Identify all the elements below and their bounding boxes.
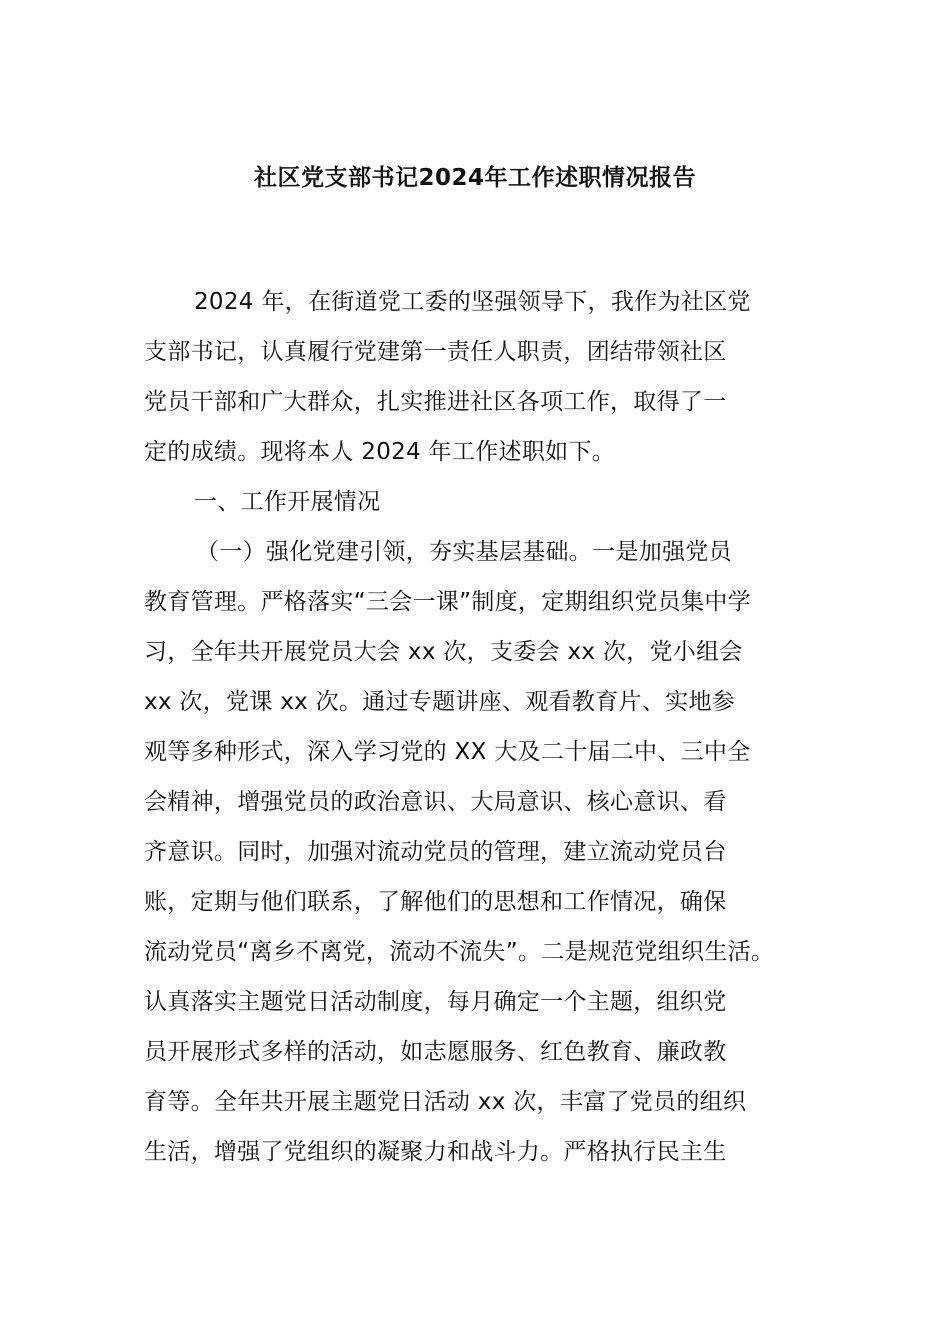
paragraph-line: 员开展形式多样的活动，如志愿服务、红色教育、廉政教 — [144, 1039, 727, 1065]
document-title: 社区党支部书记2024年工作述职情况报告 — [253, 165, 696, 191]
paragraph-line: 习，全年共开展党员大会 xx 次，支委会 xx 次，党小组会 — [144, 639, 743, 665]
paragraph-line: 流动党员“离乡不离党，流动不流失”。二是规范党组织生活。 — [144, 939, 775, 965]
paragraph-line: 2024 年，在街道党工委的坚强领导下，我作为社区党 — [194, 289, 751, 315]
paragraph-line: 支部书记，认真履行党建第一责任人职责，团结带领社区 — [144, 339, 727, 365]
paragraph-line: 认真落实主题党日活动制度，每月确定一个主题，组织党 — [144, 989, 727, 1015]
paragraph-line: xx 次，党课 xx 次。通过专题讲座、观看教育片、实地参 — [144, 689, 736, 715]
paragraph-line: 育等。全年共开展主题党日活动 xx 次，丰富了党员的组织 — [144, 1089, 747, 1115]
paragraph-line: 教育管理。严格落实“三会一课”制度，定期组织党员集中学 — [144, 589, 751, 615]
section-heading: 一、工作开展情况 — [194, 489, 381, 515]
paragraph-line: （一）强化党建引领，夯实基层基础。一是加强党员 — [196, 539, 732, 565]
paragraph-line: 观等多种形式，深入学习党的 XX 大及二十届二中、三中全 — [144, 739, 751, 765]
paragraph-line: 齐意识。同时，加强对流动党员的管理，建立流动党员台 — [144, 839, 727, 865]
paragraph-line: 会精神，增强党员的政治意识、大局意识、核心意识、看 — [144, 789, 727, 815]
paragraph-line: 账，定期与他们联系，了解他们的思想和工作情况，确保 — [144, 889, 727, 915]
paragraph-line: 党员干部和广大群众，扎实推进社区各项工作，取得了一 — [144, 389, 727, 415]
paragraph-line: 生活，增强了党组织的凝聚力和战斗力。严格执行民主生 — [144, 1139, 727, 1165]
paragraph-line: 定的成绩。现将本人 2024 年工作述职如下。 — [144, 439, 616, 465]
